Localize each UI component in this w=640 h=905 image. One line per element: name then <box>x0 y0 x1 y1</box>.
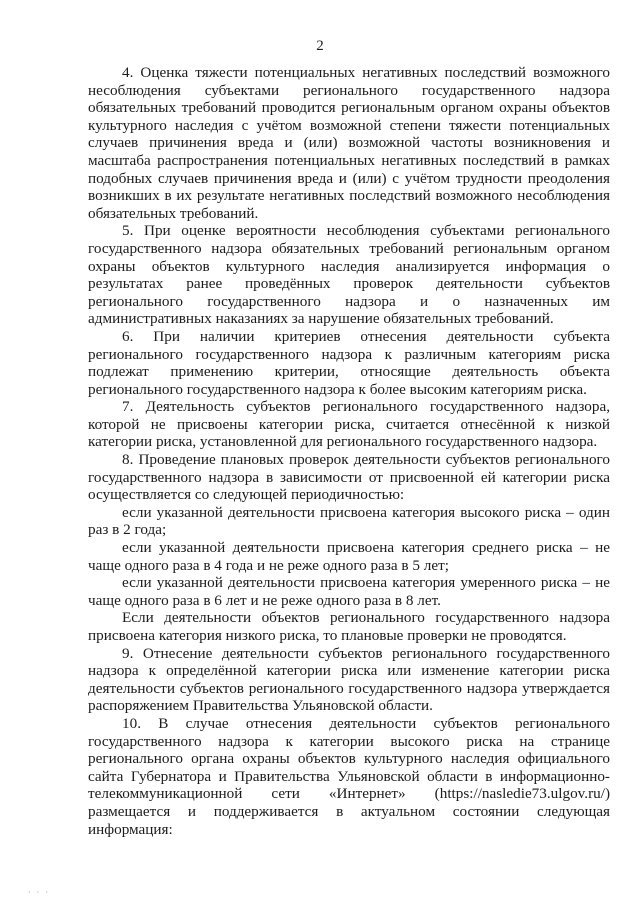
paragraph-8-low-risk: Если деятельности объектов регионального государственного надзора присвоена категория низкого риска, то плановые проверки не проводятся. <box>88 609 610 644</box>
page-number: 2 <box>316 38 324 54</box>
paragraph-5: 5. При оценке вероятности несоблюдения субъектами регионального государственного надзора обязательных требований региональным органом охраны объектов культурного наследия анализируется информация о результатах ранее проведённых проверок деятельности субъектов регионального государственного надзора и о назначенных им административных наказаниях за нарушение обязательных требований. <box>88 222 610 328</box>
paragraph-8: 8. Проведение плановых проверок деятельности субъектов регионального государственного надзора в зависимости от присвоенной ей категории риска осуществляется со следующей периодичностью: <box>88 451 610 504</box>
paragraph-7: 7. Деятельность субъектов регионального государственного надзора, которой не присвоены категории риска, считается отнесённой к низкой категории риска, установленной для регионального государственного надзора. <box>88 398 610 451</box>
document-body <box>88 64 610 838</box>
paragraph-10: 10. В случае отнесения деятельности субъектов регионального государственного надзора к категории высокого риска на странице регионального органа охраны объектов культурного наследия официального сайта Губернатора и Правительства Ульяновской области в информационно-телекоммуникационной сети «Интернет» (https://nasledie73.ulgov.ru/) размещается и поддерживается в актуальном состоянии следующая информация: <box>88 714 610 838</box>
paragraph-8-medium-risk: если указанной деятельности присвоена категория среднего риска – не чаще одного раза в 4 года и не реже одного раза в 5 лет; <box>88 539 610 574</box>
scan-margin-marks: · · · <box>28 888 50 897</box>
paragraph-8-moderate-risk: если указанной деятельности присвоена категория умеренного риска – не чаще одного раза в 6 лет и не реже одного раза в 8 лет. <box>88 574 610 609</box>
paragraph-8-high-risk: если указанной деятельности присвоена категория высокого риска – один раз в 2 года; <box>88 503 610 539</box>
paragraph-9: 9. Отнесение деятельности субъектов регионального государственного надзора к определённой категории риска или изменение категории риска деятельности субъектов регионального государственного надзора утверждается распоряжением Правительства Ульяновской области. <box>88 644 610 715</box>
paragraph-6: 6. При наличии критериев отнесения деятельности субъекта регионального государственного надзора к различным категориям риска подлежат применению критерии, относящие деятельность объекта регионального государственного надзора к более высоким категориям риска. <box>88 327 610 398</box>
paragraph-4: 4. Оценка тяжести потенциальных негативных последствий возможного несоблюдения субъектами регионального государственного надзора обязательных требований проводится региональным органом охраны объектов культурного наследия с учётом возможной степени тяжести потенциальных случаев причинения вреда и (или) возможной частоты возникновения и масштаба распространения потенциальных негативных последствий в рамках подобных случаев причинения вреда и (или) с учётом трудности преодоления возникших в их результате негативных последствий возможного несоблюдения обязательных требований. <box>88 64 610 222</box>
